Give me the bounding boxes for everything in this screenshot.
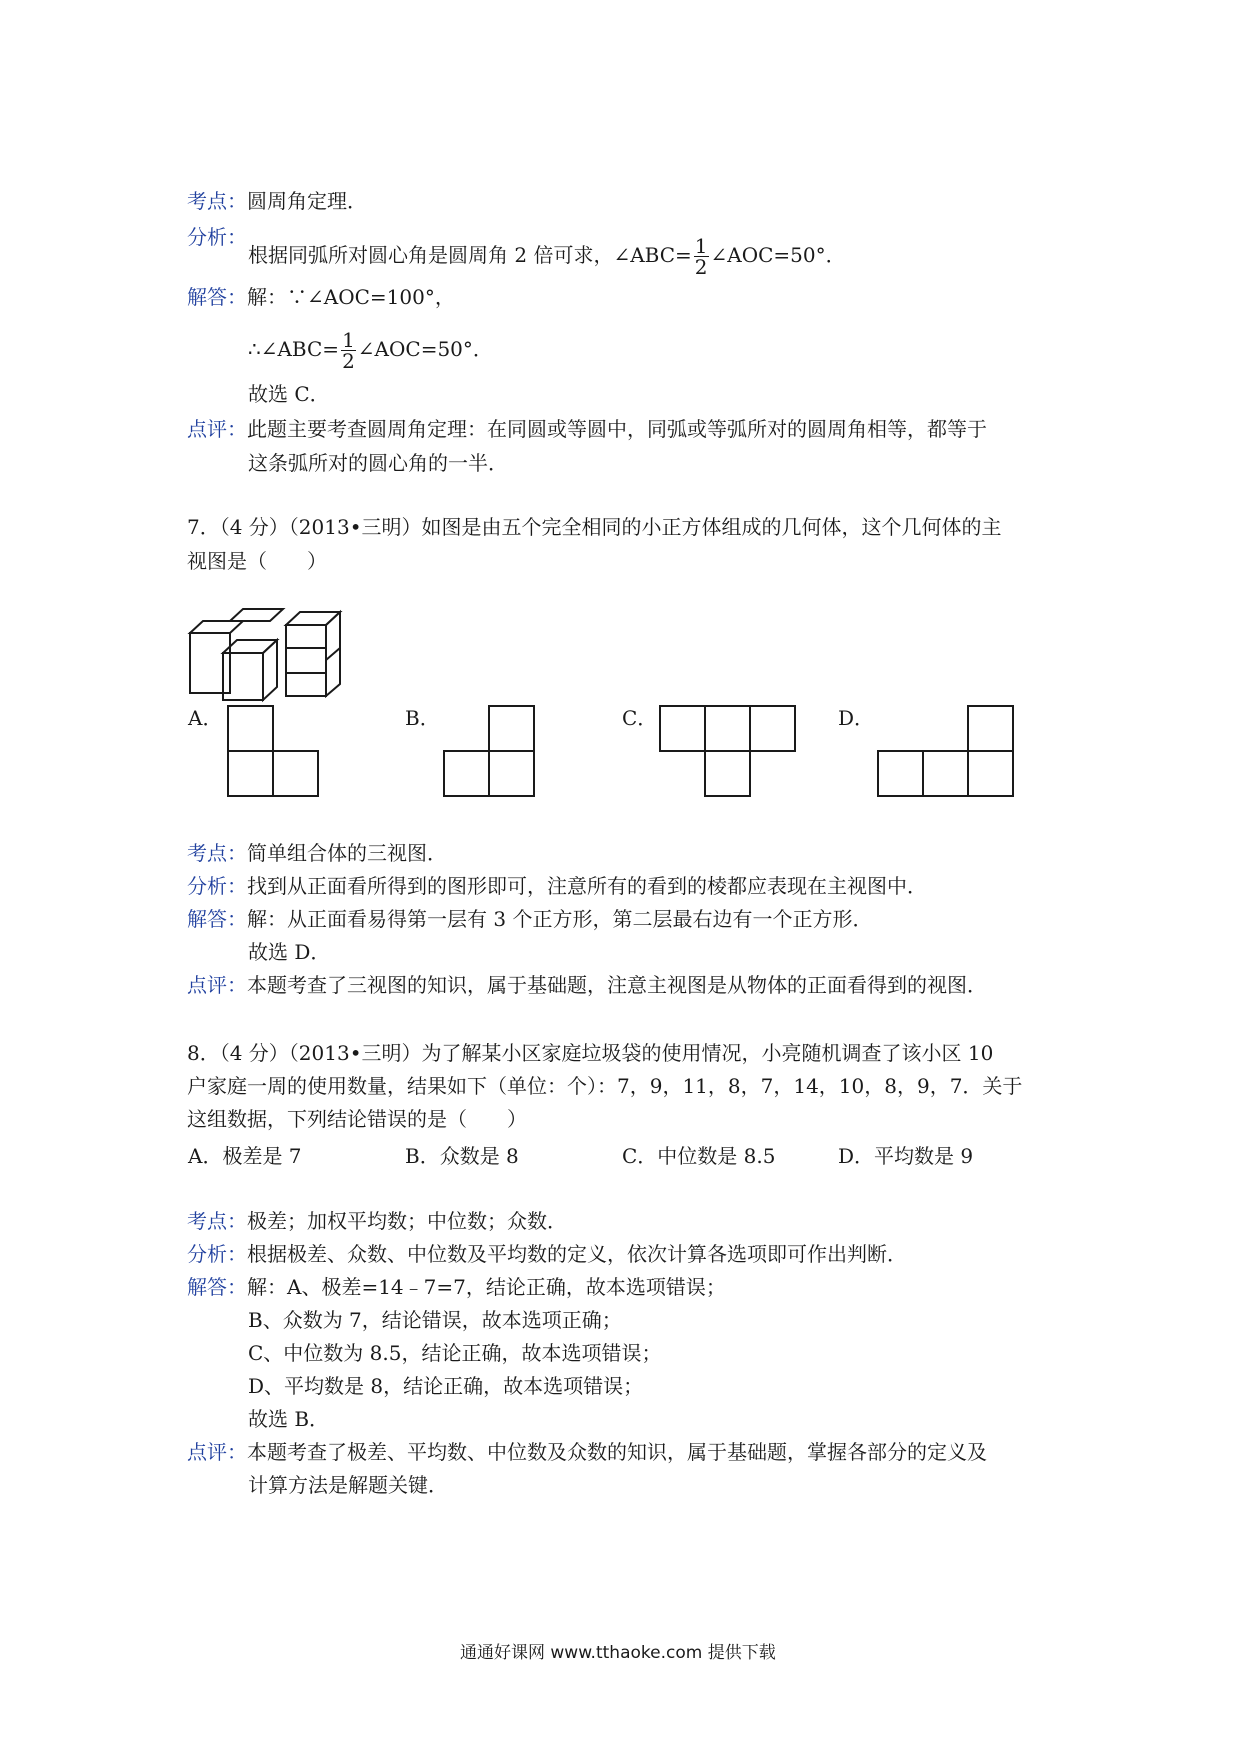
jieda-line1: 解：从正面看易得第一层有 3 个正方形，第二层最右边有一个正方形． bbox=[247, 907, 873, 931]
q7-dianping bbox=[187, 972, 987, 998]
q6-fenxi-body bbox=[248, 236, 846, 277]
fraction-denominator: 2 bbox=[342, 349, 355, 373]
q7-option-a-figure bbox=[226, 704, 320, 798]
q7-option-c-label: C． bbox=[622, 706, 658, 730]
jieda-label: 解答： bbox=[187, 285, 247, 309]
q6-dianping bbox=[187, 416, 987, 442]
q8-option-c: C．中位数是 8.5 bbox=[622, 1144, 776, 1168]
q6-jieda-line2 bbox=[248, 330, 493, 371]
dianping-label: 点评： bbox=[187, 973, 247, 997]
q8-jieda-line4: D、平均数是 8，结论正确，故本选项错误； bbox=[248, 1374, 644, 1398]
dianping-label: 点评： bbox=[187, 417, 247, 441]
jieda-line2-b: ∠AOC=50°． bbox=[357, 337, 493, 361]
q8-stem-line3: 这组数据，下列结论错误的是（ ） bbox=[187, 1107, 527, 1131]
jieda-label: 解答： bbox=[187, 907, 247, 931]
kaodian-label: 考点： bbox=[187, 189, 247, 213]
q7-stem-line2: 视图是（ ） bbox=[187, 549, 327, 573]
fenxi-label: 分析： bbox=[187, 1242, 247, 1266]
kaodian-label: 考点： bbox=[187, 841, 247, 865]
fraction-half bbox=[341, 330, 356, 371]
kaodian-text: 圆周角定理． bbox=[247, 189, 367, 213]
q7-fenxi bbox=[187, 873, 927, 899]
dianping-line1: 此题主要考查圆周角定理：在同圆或等圆中，同弧或等弧所对的圆周角相等，都等于 bbox=[247, 417, 987, 441]
kaodian-text: 极差；加权平均数；中位数；众数． bbox=[247, 1209, 567, 1233]
q7-option-a-label: A． bbox=[188, 706, 223, 730]
q7-kaodian bbox=[187, 840, 447, 866]
q7-option-b-label: B． bbox=[405, 706, 440, 730]
fenxi-label: 分析： bbox=[187, 225, 247, 249]
q6-jieda-line3: 故选 C． bbox=[248, 382, 330, 406]
q8-jieda-line2: B、众数为 7，结论错误，故本选项正确； bbox=[248, 1308, 622, 1332]
q8-kaodian bbox=[187, 1208, 567, 1234]
q8-option-b: B．众数是 8 bbox=[405, 1144, 519, 1168]
q8-dianping-line2: 计算方法是解题关键． bbox=[248, 1473, 448, 1497]
jieda-line2-a: ∴∠ABC= bbox=[248, 337, 340, 361]
fraction-numerator: 1 bbox=[694, 234, 708, 258]
q8-fenxi bbox=[187, 1241, 907, 1267]
q7-option-d-figure bbox=[876, 704, 1015, 798]
fenxi-text-a: 根据同弧所对圆心角是圆周角 2 倍可求，∠ABC= bbox=[248, 243, 692, 267]
footer-source: 通通好课网 www.tthaoke.com 提供下载 bbox=[460, 1643, 776, 1663]
dianping-label: 点评： bbox=[187, 1440, 247, 1464]
q7-stem-line1: 7．（4 分）（2013•三明）如图是由五个完全相同的小正方体组成的几何体，这个几何体的主 bbox=[187, 515, 1002, 539]
kaodian-text: 简单组合体的三视图． bbox=[247, 841, 447, 865]
q7-option-c-figure bbox=[658, 704, 797, 798]
cube-solid-figure bbox=[185, 578, 365, 708]
q6-kaodian bbox=[187, 188, 367, 214]
fraction-half bbox=[694, 236, 709, 277]
q6-jieda bbox=[187, 284, 455, 310]
q7-option-d-label: D． bbox=[838, 706, 875, 730]
q6-dianping-line2: 这条弧所对的圆心角的一半． bbox=[248, 451, 508, 475]
q7-option-b-figure bbox=[442, 704, 536, 798]
fraction-numerator: 1 bbox=[342, 328, 355, 352]
fenxi-label: 分析： bbox=[187, 874, 247, 898]
q8-stem-line1: 8．（4 分）（2013•三明）为了解某小区家庭垃圾袋的使用情况，小亮随机调查了该小区 10 bbox=[187, 1041, 994, 1065]
q7-jieda-line2: 故选 D． bbox=[248, 940, 331, 964]
q8-option-d: D．平均数是 9 bbox=[838, 1144, 974, 1168]
q8-jieda-line5: 故选 B． bbox=[248, 1407, 330, 1431]
dianping-line1: 本题考查了极差、平均数、中位数及众数的知识，属于基础题，掌握各部分的定义及 bbox=[247, 1440, 987, 1464]
fenxi-text-b: ∠AOC=50°． bbox=[710, 243, 846, 267]
q6-fenxi bbox=[187, 224, 247, 250]
q8-stem-line2: 户家庭一周的使用数量，结果如下（单位：个）：7，9，11，8，7，14，10，8，9，7．关于 bbox=[187, 1074, 1023, 1098]
q8-jieda-line3: C、中位数为 8.5，结论正确，故本选项错误； bbox=[248, 1341, 662, 1365]
jieda-line1: 解：∵∠AOC=100°， bbox=[247, 285, 455, 309]
kaodian-label: 考点： bbox=[187, 1209, 247, 1233]
fraction-denominator: 2 bbox=[694, 255, 708, 279]
q8-dianping bbox=[187, 1439, 987, 1465]
jieda-line1: 解：A、极差=14﹣7=7，结论正确，故本选项错误； bbox=[247, 1275, 726, 1299]
dianping-text: 本题考查了三视图的知识，属于基础题，注意主视图是从物体的正面看得到的视图． bbox=[247, 973, 987, 997]
q8-option-a: A．极差是 7 bbox=[188, 1144, 302, 1168]
jieda-label: 解答： bbox=[187, 1275, 247, 1299]
fenxi-text: 找到从正面看所得到的图形即可，注意所有的看到的棱都应表现在主视图中． bbox=[247, 874, 927, 898]
q8-jieda bbox=[187, 1274, 726, 1300]
q7-jieda bbox=[187, 906, 872, 932]
fenxi-text: 根据极差、众数、中位数及平均数的定义，依次计算各选项即可作出判断． bbox=[247, 1242, 907, 1266]
